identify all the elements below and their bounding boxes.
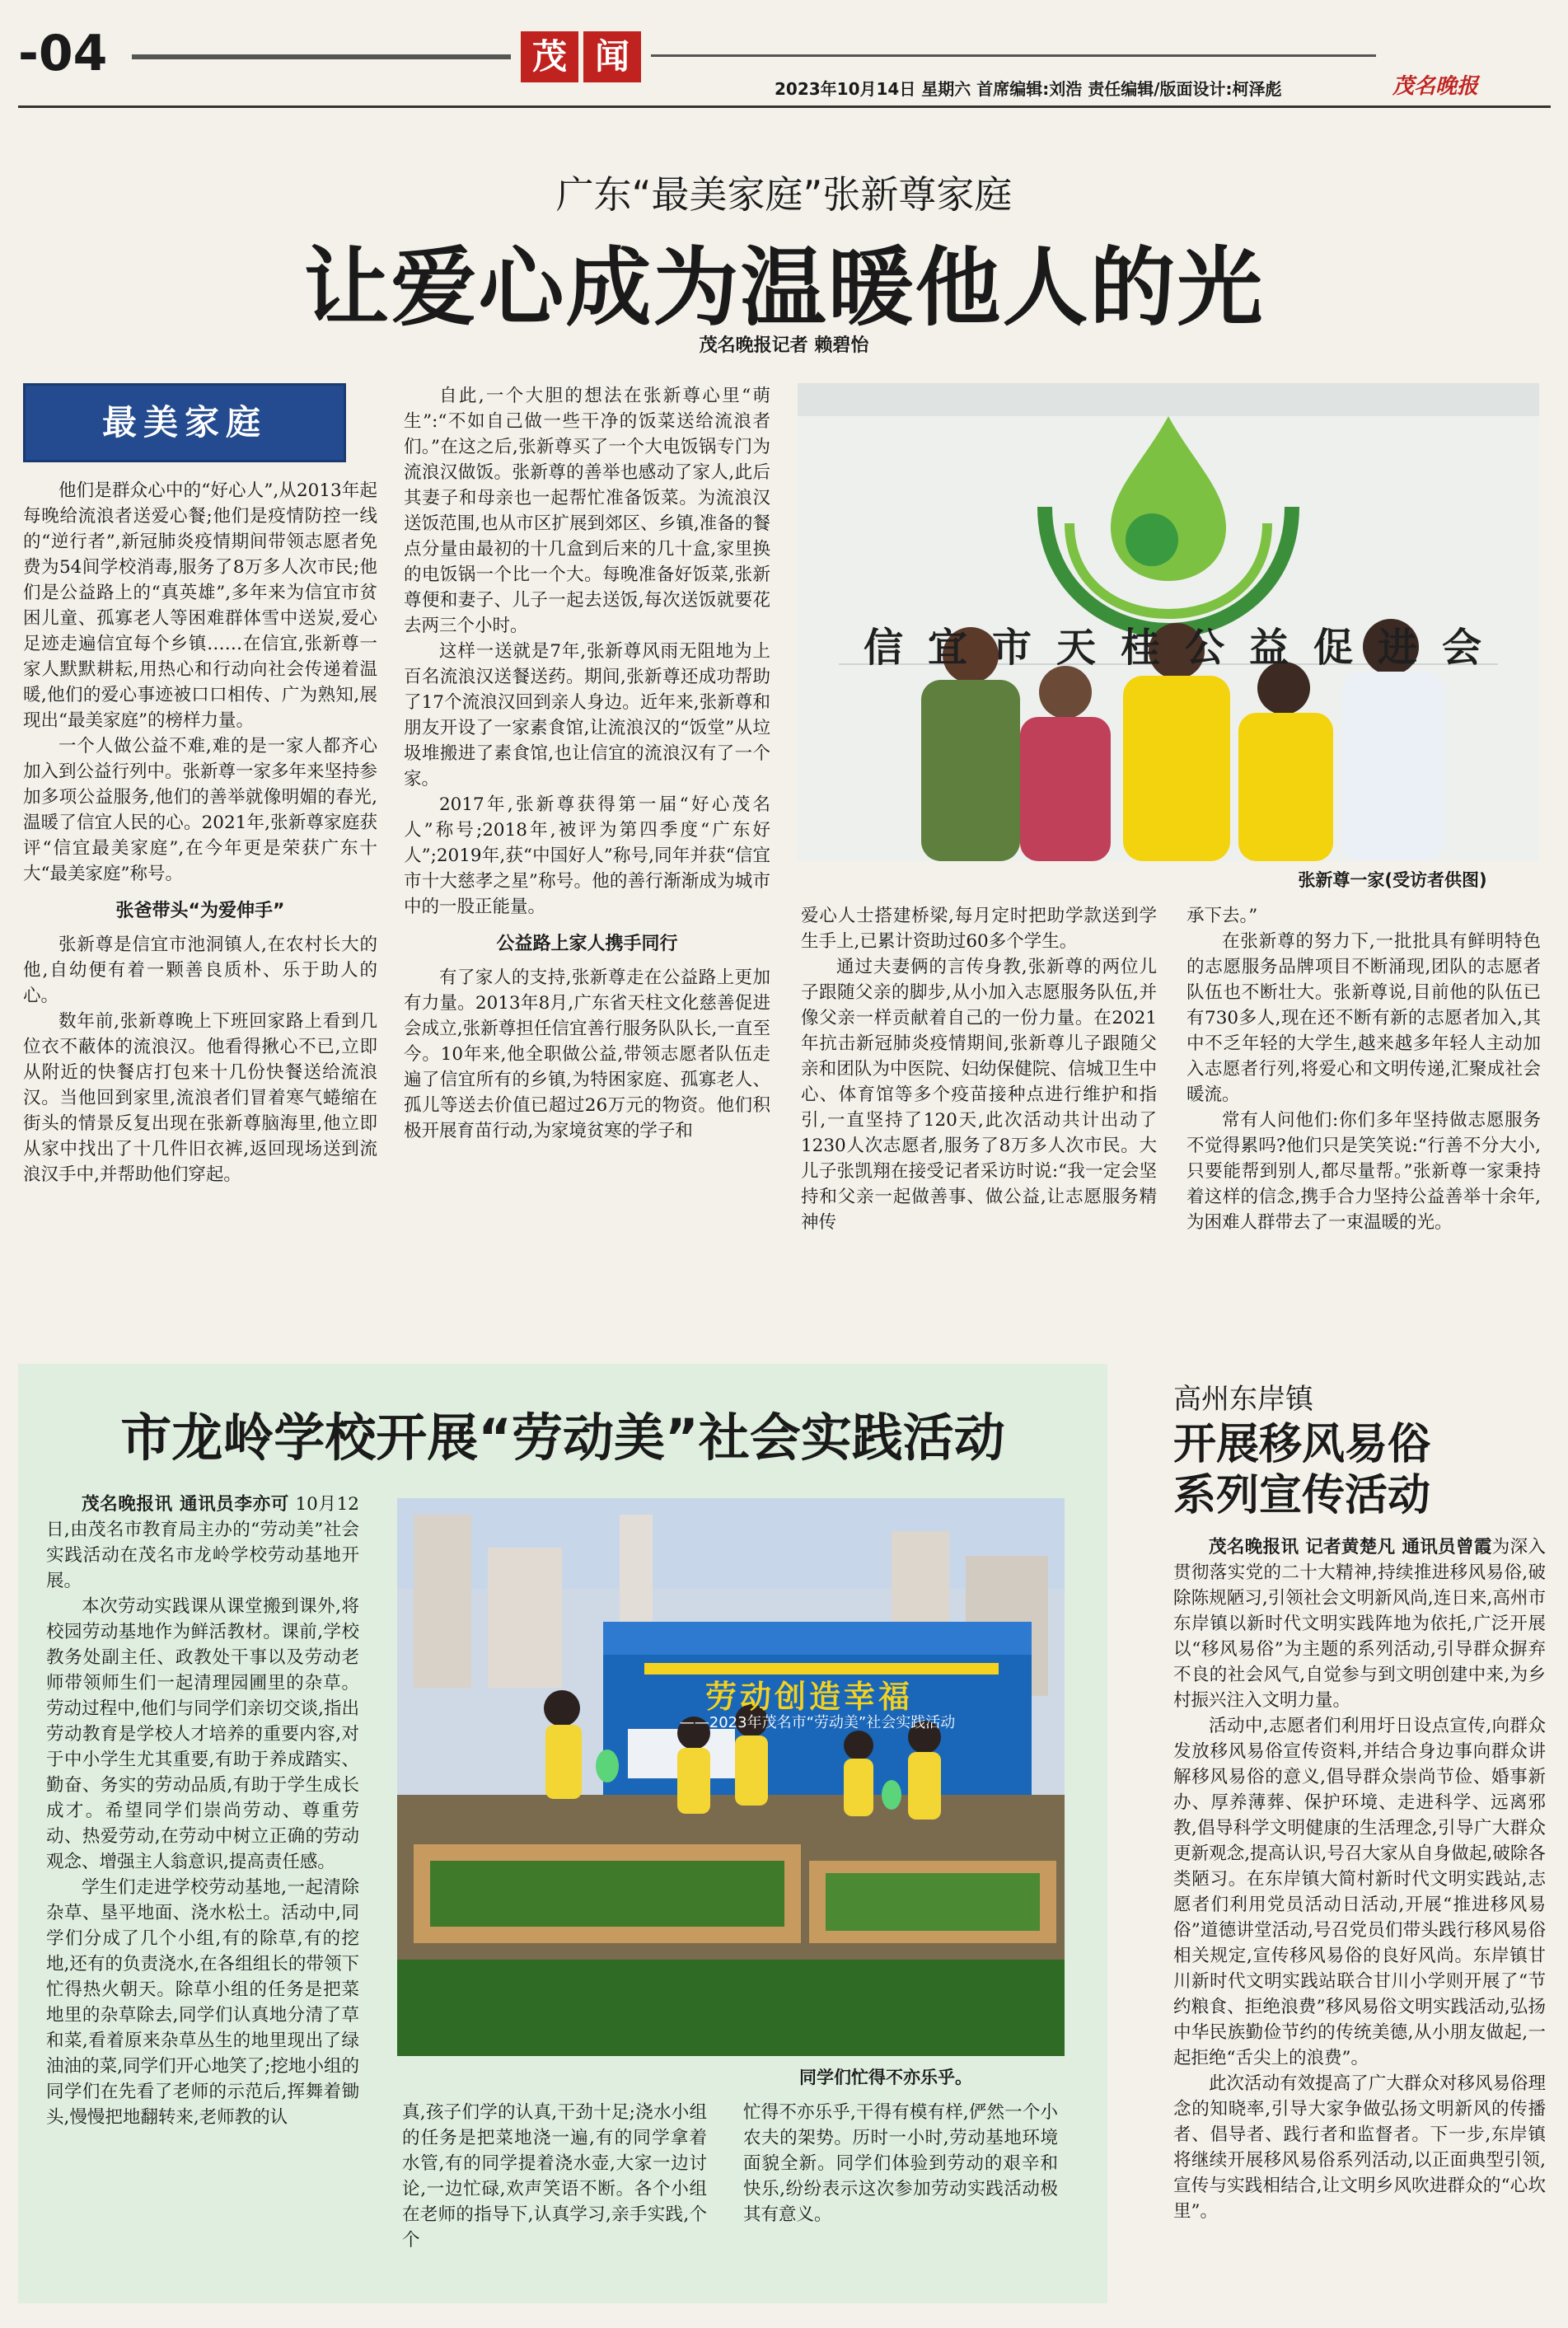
paragraph: 在张新尊的努力下,一批批具有鲜明特色的志愿服务品牌项目不断涌现,团队的志愿者队伍也不断壮大。张新尊说,目前他的队伍已有730多人,现在还不断有新的志愿者加入,其中不乏年轻的大学生,越来越多年轻人主动加入志愿者行列,将爱心和文明传递,汇聚成社会暖流。	[1187, 931, 1541, 1105]
header-divider	[18, 105, 1551, 108]
school-photo-caption: 同学们忙得不亦乐乎。	[799, 2068, 972, 2087]
subheading: 公益路上家人携手同行	[496, 934, 678, 954]
paragraph: 他们是群众心中的“好心人”,从2013年起每晚给流浪者送爱心餐;他们是疫情防控一线的“逆行者”,新冠肺炎疫情期间带领志愿者免费为54间学校消毒,服务了8万多人次市民;他们是公益路上的“真英雄”,多年来为信宜市贫困儿童、孤寡老人等困难群体雪中送炭,爱心足迹走遍信宜每个乡镇……在信宜,张新尊一家人默默耕耘,用热心和行动向社会传递着温暖,他们的爱心事迹被口口相传、广为熟知,展现出“最美家庭”的榜样力量。	[23, 480, 377, 731]
article1-headline: 让爱心成为温暖他人的光	[303, 237, 1265, 338]
headline-line: 开展移风易俗	[1173, 1420, 1431, 1469]
header-rule-left	[132, 54, 511, 59]
family-photo-caption: 张新尊一家(受访者供图)	[1298, 870, 1487, 890]
article2-lead-bold: 茂名晚报讯 通讯员李亦可	[82, 1494, 289, 1515]
section-chip-1: 茂	[521, 31, 578, 82]
photo-sign-text: 信宜市天桂公益促进会	[864, 625, 1507, 671]
photo-banner-title: 劳动创造幸福	[704, 1679, 913, 1715]
paragraph: 一个人做公益不难,难的是一家人都齐心加入到公益行列中。张新尊一家多年来坚持参加多项公益服务,他们的善举就像明媚的春光,温暖了信宜人民的心。2021年,张新尊家庭获评“信宜最美家庭”,在今年更是荣获广东十大“最美家庭”称号。	[23, 736, 378, 884]
column-banner: 最美家庭	[23, 383, 346, 462]
paragraph: 此次活动有效提高了广大群众对移风易俗理念的知晓率,引导大家争做弘扬文明新风的传播者、倡导者、践行者和监督者。下一步,东岸镇将继续开展移风易俗系列活动,以正面典型引领,宣传与实践相结合,让文明乡风吹进群众的“心坎里”。	[1173, 2073, 1546, 2222]
section-chip-2: 闻	[583, 31, 641, 82]
article1-col4	[1187, 903, 1541, 1235]
article1-col3	[801, 903, 1157, 1235]
page-number: -04	[18, 25, 108, 82]
article2-col1	[46, 1492, 359, 2130]
paragraph: 学生们走进学校劳动基地,一起清除杂草、垦平地面、浇水松土。活动中,同学们分成了几个小组,有的除草,有的挖地,还有的负责浇水,在各组组长的带领下忙得热火朝天。除草小组的任务是把菜地里的杂草除去,同学们认真地分清了草和菜,看着原来杂草丛生的地里现出了绿油油的菜,同学们开心地笑了;挖地小组的同学们在先看了老师的示范后,挥舞着锄头,慢慢把地翻转来,老师教的认	[46, 1877, 359, 2128]
article3-headline	[1173, 1419, 1552, 1521]
article2-col2	[402, 2100, 707, 2253]
paragraph: 常有人问他们:你们多年坚持做志愿服务不觉得累吗?他们只是笑笑说:“行善不分大小,只要能帮到别人,都尽量帮。”张新尊一家秉持着这样的信念,携手合力坚持公益善举十余年,为困难人群带去了一束温暖的光。	[1187, 1110, 1541, 1233]
paragraph: 通过夫妻俩的言传身教,张新尊的两位儿子跟随父亲的脚步,从小加入志愿服务队伍,并像父亲一样贡献着自己的一份力量。在2021年抗击新冠肺炎疫情期间,张新尊儿子跟随父亲和团队为中医院、妇幼保健院、信城卫生中心、体育馆等多个疫苗接种点进行维护和指引,一直坚持了120天,此次活动共计出动了1230人次志愿者,服务了8万多人次市民。大儿子张凯翔在接受记者采访时说:“我一定会坚持和父亲一起做善事、做公益,让志愿服务精神传	[801, 957, 1157, 1233]
dateline: 2023年10月14日 星期六 首席编辑:刘浩 责任编辑/版面设计:柯泽彪	[775, 79, 1282, 99]
paragraph: 数年前,张新尊晚上下班回家路上看到几位衣不蔽体的流浪汉。他看得揪心不已,立即从附近的快餐店打包来十几份快餐送给流浪汉。当他回到家里,流浪者们冒着寒气蜷缩在街头的情景反复出现在张新尊脑海里,他立即从家中找出了十几件旧衣裤,返回现场送到流浪汉手中,并帮助他们穿起。	[23, 1011, 377, 1185]
masthead-logo: 茂名晚报	[1392, 74, 1479, 99]
subheading: 张爸带头“为爱伸手”	[115, 901, 285, 921]
paragraph: 这样一送就是7年,张新尊风雨无阻地为上百名流浪汉送餐送药。期间,张新尊还成功帮助了17个流浪汉回到亲人身边。近年来,张新尊和朋友开设了一家素食馆,让流浪汉的“饭堂”从垃圾堆搬进了素食馆,也让信宜的流浪汉有了一个家。	[404, 641, 770, 789]
paragraph: 2017年,张新尊获得第一届“好心茂名人”称号;2018年,被评为第四季度“广东好人”;2019年,获“中国好人”称号,同年并获“信宜市十大慈孝之星”称号。他的善行渐渐成为城市中的一股正能量。	[404, 794, 770, 917]
family-photo	[798, 383, 1539, 861]
article1-kicker: 广东“最美家庭”张新尊家庭	[555, 172, 1013, 217]
paragraph: 自此,一个大胆的想法在张新尊心里“萌生”:“不如自己做一些干净的饭菜送给流浪者们。”在这之后,张新尊买了一个大电饭锅专门为流浪汉做饭。张新尊的善举也感动了家人,此后其妻子和母亲也一起帮忙准备饭菜。为流浪汉送饭范围,也从市区扩展到郊区、乡镇,准备的餐点分量由最初的十几盒到后来的几十盒,家里换的电饭锅一个比一个大。每晚准备好饭菜,张新尊便和妻子、儿子一起去送饭,每次送饭就要花去两三个小时。	[404, 386, 770, 636]
headline-line: 系列宣传活动	[1173, 1471, 1431, 1520]
article3-kicker: 高州东岸镇	[1173, 1383, 1313, 1416]
paragraph: 本次劳动实践课从课堂搬到课外,将校园劳动基地作为鲜活教材。课前,学校教务处副主任、政教处干事以及劳动老师带领师生们一起清理园圃里的杂草。劳动过程中,他们与同学们亲切交谈,指出劳动教育是学校人才培养的重要内容,对于中小学生尤其重要,有助于养成踏实、勤奋、务实的劳动品质,有助于学生成长成才。希望同学们崇尚劳动、尊重劳动、热爱劳动,在劳动中树立正确的劳动观念、增强主人翁意识,提高责任感。	[46, 1596, 359, 1872]
paragraph: 张新尊是信宜市池洞镇人,在农村长大的他,自幼便有着一颗善良质朴、乐于助人的心。	[23, 934, 377, 1006]
paragraph: 有了家人的支持,张新尊走在公益路上更加有力量。2013年8月,广东省天柱文化慈善促进会成立,张新尊担任信宜善行服务队队长,一直至今。10年来,他全职做公益,带领志愿者队伍走遍了信宜所有的乡镇,为特困家庭、孤寡老人、孤儿等送去价值已超过26万元的物资。他们积极开展育苗行动,为家境贫寒的学子和	[404, 967, 770, 1141]
article3-body	[1173, 1534, 1546, 2224]
paragraph: 忙得不亦乐乎,干得有模有样,俨然一个小农夫的架势。历时一小时,劳动基地环境面貌全新。同学们体验到劳动的艰辛和快乐,纷纷表示这次参加劳动实践活动极其有意义。	[743, 2102, 1058, 2225]
paragraph: 爱心人士搭建桥梁,每月定时把助学款送到学生手上,已累计资助过60多个学生。	[801, 906, 1157, 952]
article1-byline: 茂名晚报记者 赖碧怡	[699, 335, 869, 356]
article2-headline: 市龙岭学校开展“劳动美”社会实践活动	[120, 1408, 1005, 1468]
paragraph: 活动中,志愿者们利用圩日设点宣传,向群众发放移风易俗宣传资料,并结合身边事向群众讲解移风易俗的意义,倡导群众崇尚节俭、婚事新办、厚养薄葬、保护环境、走进科学、远离邪教,倡导科学文明健康的生活理念,引导广大群众更新观念,提高认识,号召大家从自身做起,破除各类陋习。在东岸镇大简村新时代文明实践站,志愿者们利用党员活动日活动,开展“推进移风易俗”道德讲堂活动,号召党员们带头践行移风易俗相关规定,宣传移风易俗的良好风尚。东岸镇甘川新时代文明实践站联合甘川小学则开展了“节约粮食、拒绝浪费”移风易俗文明实践活动,弘扬中华民族勤俭节约的传统美德,从小朋友做起,一起拒绝“舌尖上的浪费”。	[1173, 1716, 1546, 2068]
article1-col1	[23, 478, 377, 1187]
article2-lead-rest: 10月12日,由茂名市教育局主办的“劳动美”社会实践活动在茂名市龙岭学校劳动基地开展。	[46, 1494, 359, 1591]
article2-col3	[743, 2100, 1058, 2227]
header-rule-right	[651, 54, 1376, 57]
article1-col2	[404, 383, 770, 1144]
school-photo	[397, 1498, 1065, 2056]
paragraph: 真,孩子们学的认真,干劲十足;浇水小组的任务是把菜地浇一遍,有的同学拿着水管,有的同学提着浇水壶,大家一边讨论,一边忙碌,欢声笑语不断。各个小组在老师的指导下,认真学习,亲手实践,个个	[402, 2102, 707, 2251]
paragraph: 承下去。”	[1187, 906, 1258, 926]
article3-lead-rest: 为深入贯彻落实党的二十大精神,持续推进移风易俗,破除陈规陋习,引领社会文明新风尚,连日来,高州市东岸镇以新时代文明实践阵地为依托,广泛开展以“移风易俗”为主题的系列活动,引导群众摒弃不良的社会风气,自觉参与到文明创建中来,为乡村振兴注入文明力量。	[1173, 1537, 1546, 1711]
photo-banner-subtitle: ——2023年茂名市“劳动美”社会实践活动	[679, 1714, 956, 1731]
article3-lead-bold: 茂名晚报讯 记者黄楚凡 通讯员曾霞	[1209, 1537, 1492, 1557]
